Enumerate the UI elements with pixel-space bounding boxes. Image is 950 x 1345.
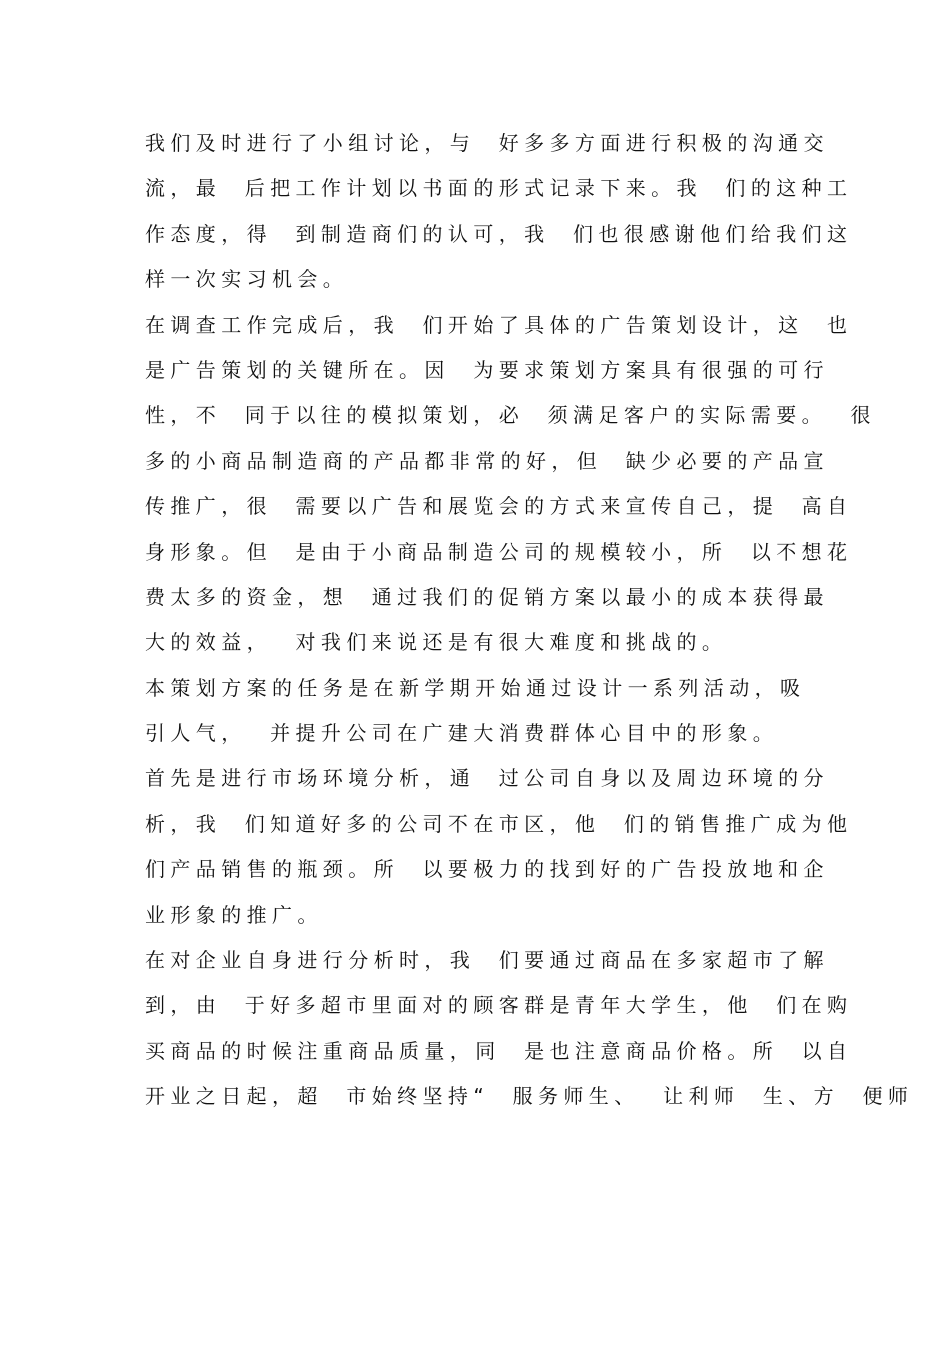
text-line-10: 身形象。但 是由于小商品制造公司的规模较小，所 以不想花: [145, 539, 853, 564]
text-line-4: 样一次实习机会。: [145, 267, 349, 292]
text-line-16: 析，我 们知道好多的公司不在市区，他 们的销售推广成为他: [145, 811, 853, 836]
text-line-9: 传推广，很 需要以广告和展览会的方式来宣传自己，提 高自: [145, 494, 853, 519]
body-text: [145, 126, 914, 1125]
text-line-2: 流，最 后把工作计划以书面的形式记录下来。我 们的这种工: [145, 176, 853, 201]
text-line-3: 作态度，得 到制造商们的认可，我 们也很感谢他们给我们这: [145, 221, 853, 246]
text-line-20: 到，由 于好多超市里面对的顾客群是青年大学生，他 们在购: [145, 993, 853, 1018]
text-line-5: 在调查工作完成后，我 们开始了具体的广告策划设计，这 也: [145, 312, 853, 337]
text-line-7: 性，不 同于以往的模拟策划，必 须满足客户的实际需要。 很: [145, 403, 876, 428]
text-line-15: 首先是进行市场环境分析，通 过公司自身以及周边环境的分: [145, 766, 829, 791]
text-line-17: 们产品销售的瓶颈。所 以要极力的找到好的广告投放地和企: [145, 857, 829, 882]
text-line-13: 本策划方案的任务是在新学期开始通过设计一系列活动，吸: [145, 675, 806, 700]
text-line-6: 是广告策划的关键所在。因 为要求策划方案具有很强的可行: [145, 357, 829, 382]
text-line-18: 业形象的推广。: [145, 902, 323, 927]
text-line-22: 开业之日起，超 市始终坚持“ 服务师生、 让利师 生、方 便师: [145, 1084, 914, 1109]
text-line-8: 多的小商品制造商的产品都非常的好，但 缺少必要的产品宣: [145, 448, 829, 473]
text-line-1: 我们及时进行了小组讨论，与 好多多方面进行积极的沟通交: [145, 131, 829, 155]
text-line-11: 费太多的资金，想 通过我们的促销方案以最小的成本获得最: [145, 584, 829, 609]
text-line-21: 买商品的时候注重商品质量，同 是也注意商品价格。所 以自: [145, 1038, 853, 1063]
text-line-14: 引人气， 并提升公司在广建大消费群体心目中的形象。: [145, 721, 779, 746]
text-line-12: 大的效益， 对我们来说还是有很大难度和挑战的。: [145, 630, 728, 655]
text-line-19: 在对企业自身进行分析时，我 们要通过商品在多家超市了解: [145, 948, 829, 973]
